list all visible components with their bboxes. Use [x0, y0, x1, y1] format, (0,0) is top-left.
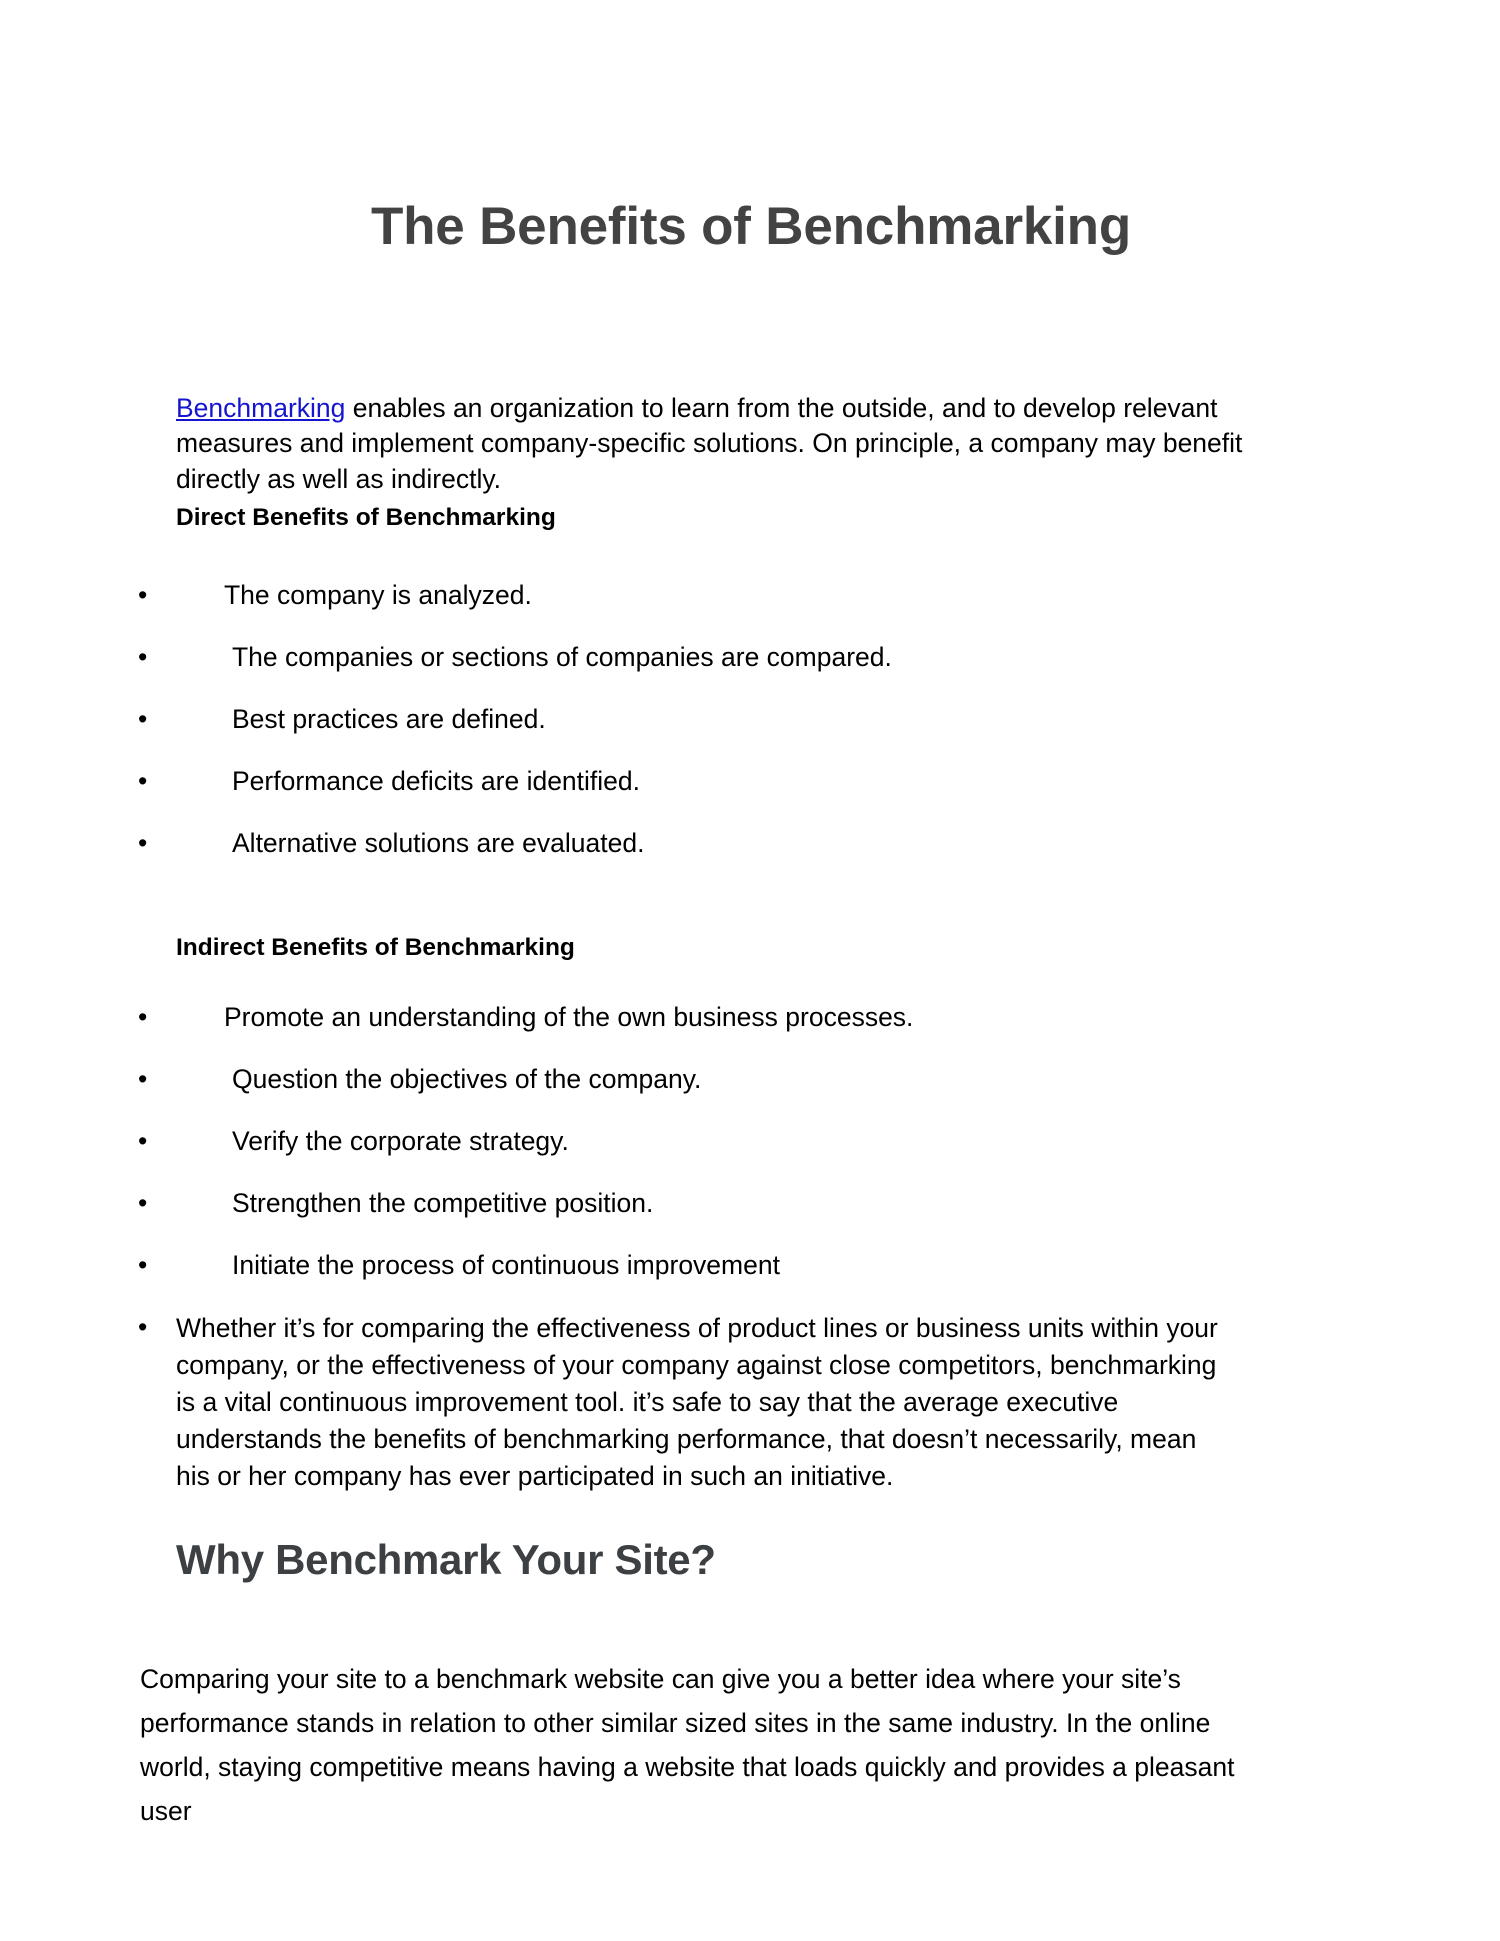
bullet-marker-icon: • [138, 1064, 148, 1094]
direct-benefits-list [138, 578, 1326, 888]
intro-paragraph-text: enables an organization to learn from the outside, and to develop relevant measures and implement company-specific solutions. On principle, a company may benefit directly as well as indirectly. [176, 392, 1243, 494]
list-item [138, 1062, 1326, 1098]
bullet-marker-icon: • [138, 1188, 148, 1218]
list-item-text: Performance deficits are identified. [232, 766, 641, 796]
indirect-benefits-list [138, 1000, 1326, 1495]
list-item-text: The companies or sections of companies are compared. [232, 642, 892, 672]
bullet-marker-icon: • [138, 642, 148, 672]
why-benchmark-heading: Why Benchmark Your Site? [176, 1535, 716, 1583]
list-item-text: Promote an understanding of the own business processes. [224, 1002, 914, 1032]
bullet-marker-icon: • [138, 580, 148, 610]
direct-benefits-heading: Direct Benefits of Benchmarking [176, 504, 556, 532]
list-item-text: Strengthen the competitive position. [232, 1188, 654, 1218]
page-title: The Benefits of Benchmarking [370, 197, 1132, 256]
bullet-marker-icon: • [138, 766, 148, 796]
list-item-text: Initiate the process of continuous improvement [232, 1250, 780, 1280]
benchmarking-link[interactable]: Benchmarking [176, 392, 346, 423]
list-item [138, 1310, 1326, 1495]
list-item-text: Best practices are defined. [232, 704, 546, 734]
bullet-marker-icon: • [138, 1250, 148, 1280]
list-item-text: Alternative solutions are evaluated. [232, 828, 645, 858]
list-item [138, 702, 1326, 738]
list-item [138, 826, 1326, 862]
list-item [138, 764, 1326, 800]
bullet-marker-icon: • [138, 704, 148, 734]
indirect-benefits-heading: Indirect Benefits of Benchmarking [176, 934, 575, 962]
list-item [138, 1000, 1326, 1036]
list-item [138, 1248, 1326, 1284]
intro-paragraph [176, 391, 1256, 498]
list-item-text: Whether it’s for comparing the effectiveness of product lines or business units within your company, or the effectiveness of your company against close competitors, benchmarking is a vital continuous improvement tool. it’s safe to say that the average executive understands the benefits of benchmarking performance, that doesn’t necessarily, mean his or her company has ever participated in such an initiative. [176, 1313, 1218, 1491]
list-item-text: The company is analyzed. [224, 580, 532, 610]
list-item-text: Question the objectives of the company. [232, 1064, 702, 1094]
bullet-marker-icon: • [138, 1312, 148, 1342]
closing-paragraph: Comparing your site to a benchmark website can give you a better idea where your site’s performance stands in relation to other similar sized sites in the same industry. In the online world, staying competitive means having a website that loads quickly and provides a pleasant user [140, 1663, 1235, 1826]
list-item [138, 640, 1326, 676]
bullet-marker-icon: • [138, 1126, 148, 1156]
list-item [138, 578, 1326, 614]
bullet-marker-icon: • [138, 1002, 148, 1032]
list-item [138, 1186, 1326, 1222]
list-item-text: Verify the corporate strategy. [232, 1126, 569, 1156]
bullet-marker-icon: • [138, 828, 148, 858]
list-item [138, 1124, 1326, 1160]
